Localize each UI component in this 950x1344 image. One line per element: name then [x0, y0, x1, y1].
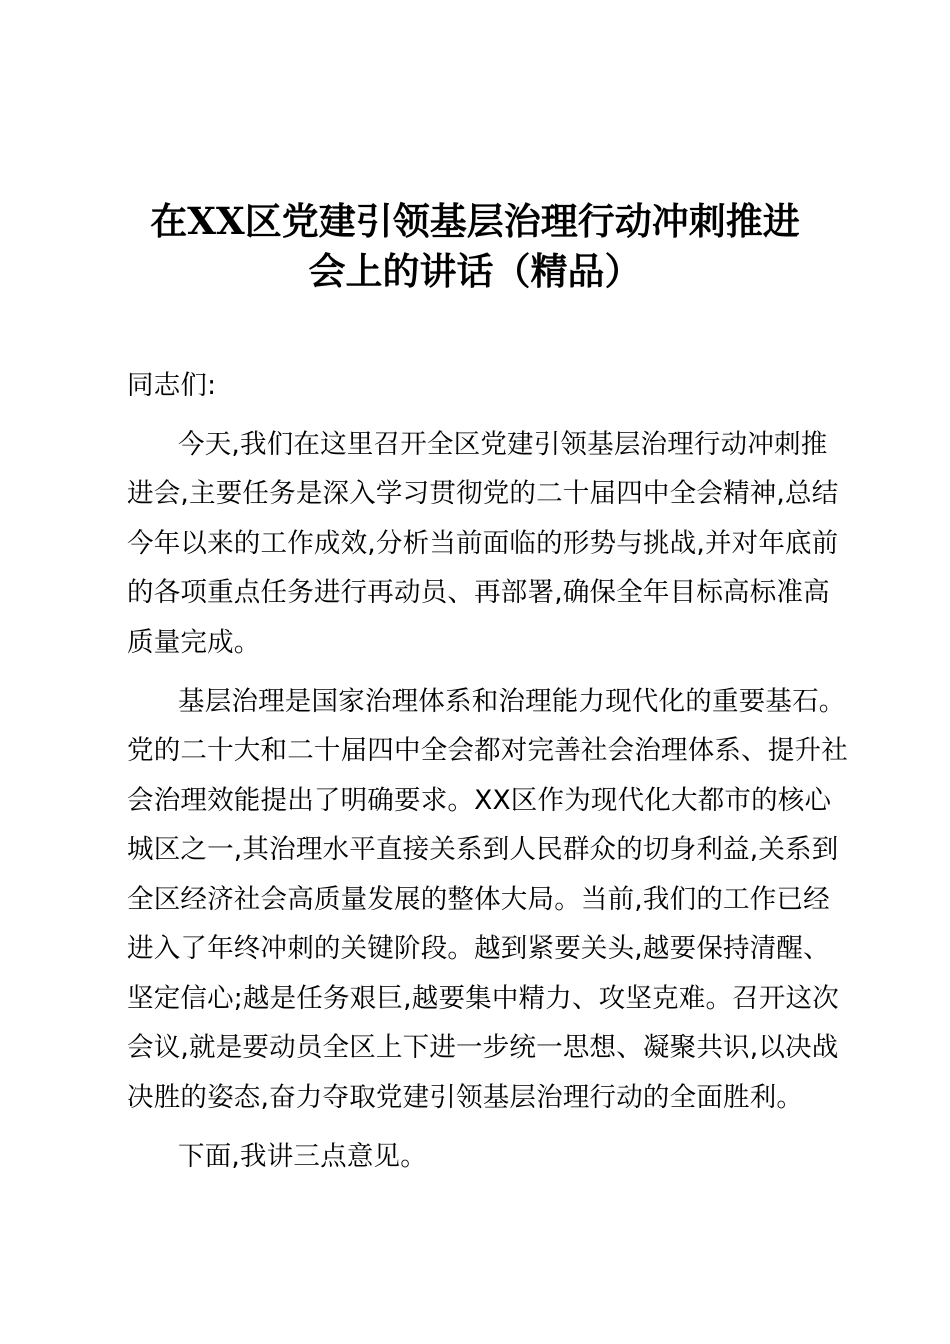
paragraph-line: 会治理效能提出了明确要求。XX区作为现代化大都市的核心 [127, 785, 832, 816]
paragraph-line: 城区之一,其治理水平直接关系到人民群众的切身利益,关系到 [127, 834, 839, 865]
paragraph-line: 全区经济社会高质量发展的整体大局。当前,我们的工作已经 [127, 884, 830, 915]
paragraph-line: 今天,我们在这里召开全区党建引领基层治理行动冲刺推 [178, 429, 828, 460]
paragraph-line: 今年以来的工作成效,分析当前面临的形势与挑战,并对年底前 [127, 528, 839, 559]
salutation: 同志们: [127, 370, 217, 401]
paragraph-line: 基层治理是国家治理体系和治理能力现代化的重要基石。 [178, 686, 846, 717]
paragraph-line: 坚定信心;越是任务艰巨,越要集中精力、攻坚克难。召开这次 [127, 983, 839, 1014]
paragraph-line: 下面,我讲三点意见。 [178, 1141, 427, 1172]
paragraph-line: 进会,主要任务是深入学习贯彻党的二十届四中全会精神,总结 [127, 478, 839, 509]
paragraph-line: 进入了年终冲刺的关键阶段。越到紧要关头,越要保持清醒、 [127, 933, 830, 964]
document-title-line-1: 在XX区党建引领基层治理行动冲刺推进 [150, 199, 800, 243]
document-title-line-2: 会上的讲话（精品） [308, 249, 642, 293]
paragraph-line: 会议,就是要动员全区上下进一步统一思想、凝聚共识,以决战 [127, 1032, 839, 1063]
paragraph-line: 决胜的姿态,奋力夺取党建引领基层治理行动的全面胜利。 [127, 1082, 804, 1113]
paragraph-line: 党的二十大和二十届四中全会都对完善社会治理体系、提升社 [127, 735, 848, 766]
paragraph-line: 的各项重点任务进行再动员、再部署,确保全年目标高标准高 [127, 577, 830, 608]
paragraph-line: 质量完成。 [127, 627, 261, 658]
